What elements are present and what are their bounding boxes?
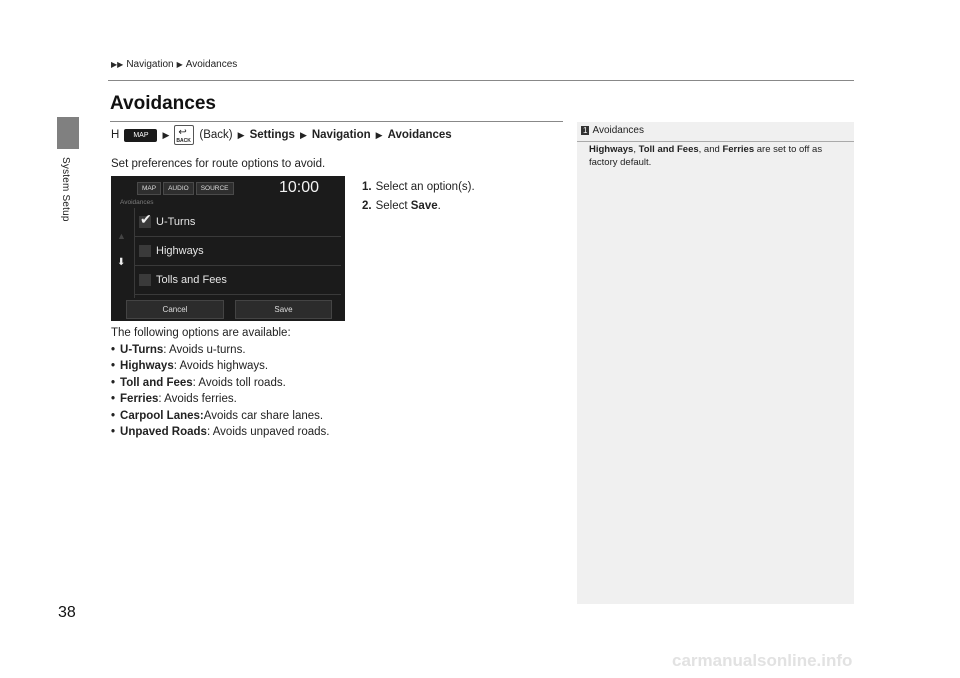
option-desc: : Avoids ferries. [158,393,237,405]
option-name: Toll and Fees [120,376,193,389]
screen-option-list [134,208,343,298]
checkbox-icon[interactable] [139,274,151,286]
scroll-down-icon[interactable]: ⬇ [117,257,126,268]
note-body [589,143,849,169]
option-item [111,342,330,359]
back-icon: ↩ BACK [174,125,194,145]
side-tab-label: System Setup [60,157,71,222]
option-desc: : Avoids u-turns. [163,343,246,356]
steps-list [362,178,475,216]
note-panel [577,122,854,604]
step-text-end: . [437,200,441,212]
path-navigation: Navigation [311,129,371,141]
page-title: Avoidances [110,93,216,114]
note-number-icon: 1 [583,126,588,135]
bullet-icon: • [111,360,116,372]
breadcrumb-item[interactable]: Avoidances [185,59,238,70]
path-settings: Settings [249,129,295,141]
note-text: are set to off as factory default. [589,144,823,168]
screen-option-uturns[interactable] [135,208,341,237]
options-intro: The following options are available: [111,327,291,339]
screen-section-title: Avoidances [120,199,154,206]
screen-scrollbar[interactable] [117,231,127,291]
home-icon: H [111,129,120,141]
option-desc: Avoids car share lanes. [203,409,324,422]
option-name: Carpool Lanes: [120,409,204,422]
path-avoidances: Avoidances [387,129,452,141]
screen-clock: 10:00 [278,179,319,196]
option-item [111,424,330,441]
screen-tabs [137,182,234,195]
note-text: , [633,144,639,155]
step-number: 2. [362,200,372,212]
bullet-icon: • [111,376,116,389]
option-name: Unpaved Roads [120,426,207,438]
arrow-icon: ▶ [375,129,383,140]
note-bold: Ferries [722,144,755,155]
note-bold: Highways [589,144,634,155]
step-text: Select [375,200,411,212]
note-divider [577,141,854,142]
screen-tab-audio[interactable]: AUDIO [163,182,194,195]
option-name: Ferries [120,393,159,405]
device-screenshot [111,176,345,321]
option-desc: : Avoids toll roads. [192,376,286,389]
option-name: Highways [120,360,174,372]
option-item [111,391,330,408]
intro-text: Set preferences for route options to avoid. [111,158,326,170]
step-text: Select an option(s). [375,181,475,193]
bullet-icon: • [111,343,116,356]
bullet-icon: • [111,426,116,438]
screen-option-label: Highways [156,245,204,257]
screen-option-label: Tolls and Fees [156,274,227,286]
bullet-icon: • [111,393,116,405]
step-bold: Save [410,200,438,212]
step-1 [362,178,475,197]
screen-option-tolls[interactable] [135,266,341,295]
option-desc: : Avoids highways. [173,360,269,372]
screen-tab-source[interactable]: SOURCE [196,182,234,195]
step-2 [362,197,475,216]
option-desc: : Avoids unpaved roads. [206,426,330,438]
breadcrumb-item[interactable]: Navigation [126,59,174,70]
options-section [111,325,330,441]
side-tab-marker [57,117,79,149]
screen-tab-map[interactable]: MAP [137,182,161,195]
step-number: 1. [362,181,372,193]
note-header [581,125,644,136]
arrow-icon: ▶ [176,60,183,69]
breadcrumb [111,59,237,70]
option-name: U-Turns [120,343,164,356]
screen-save-button[interactable]: Save [235,300,332,319]
arrow-icon: ▶ [237,129,245,140]
screen-cancel-button[interactable]: Cancel [126,300,224,319]
option-item [111,358,330,375]
watermark: carmanualsonline.info [672,651,853,670]
note-text: , and [698,144,723,155]
back-label: (Back) [199,129,233,141]
title-divider [110,121,563,122]
option-item [111,408,330,425]
bullet-icon: • [111,409,116,422]
screen-option-label: U-Turns [156,216,196,228]
screen-option-highways[interactable] [135,237,341,266]
scroll-up-icon[interactable]: ▲ [117,231,126,241]
option-item [111,375,330,392]
map-button-icon: MAP [124,129,157,142]
page-number: 38 [58,604,76,621]
arrow-icon: ▶ [162,129,170,140]
navigation-path [111,125,452,145]
checkbox-icon[interactable] [139,245,151,257]
arrow-icon: ▶▶ [111,60,124,69]
note-title: Avoidances [592,125,644,136]
note-bold: Toll and Fees [638,144,699,155]
header-divider [108,80,854,81]
checkbox-checked-icon[interactable]: ✔ [140,211,152,227]
arrow-icon: ▶ [299,129,307,140]
